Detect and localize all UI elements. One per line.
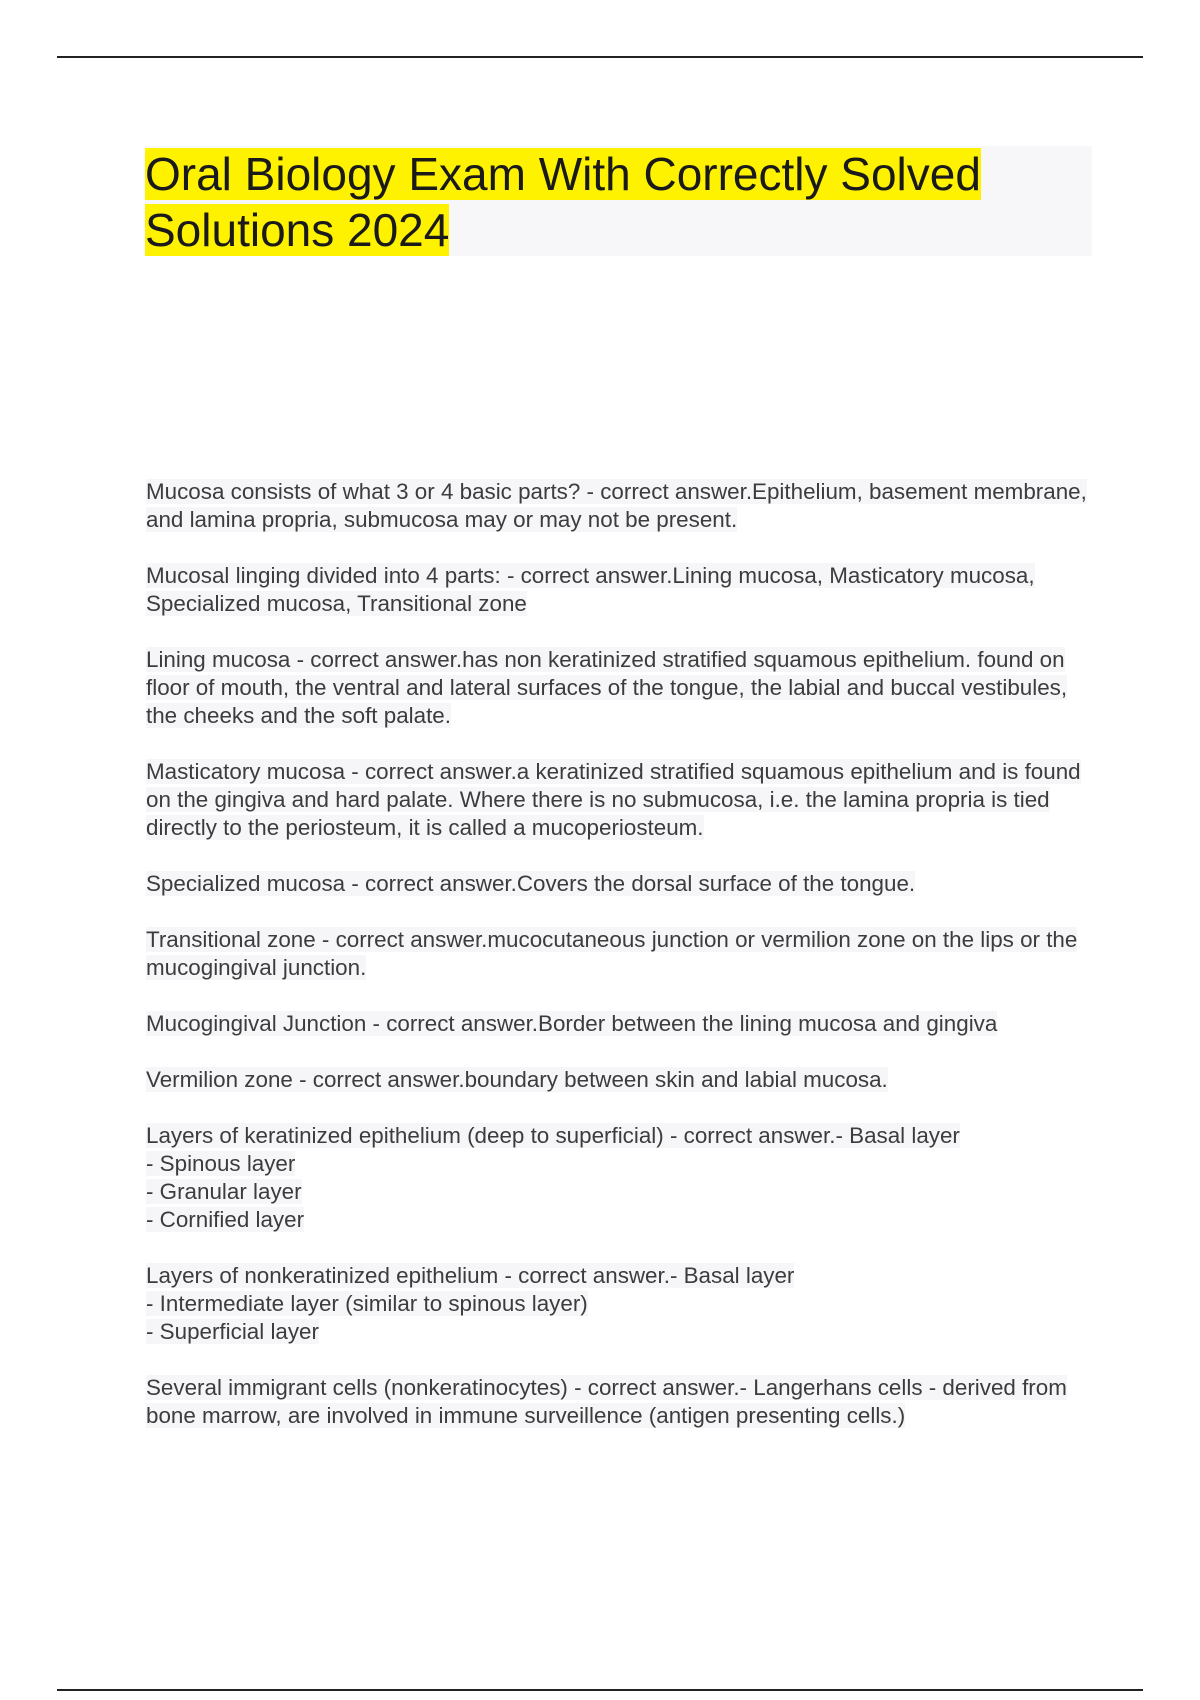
- document-title: [145, 146, 1092, 258]
- qa-item: Masticatory mucosa - correct answer.a keratinized stratified squamous epithelium and is found on the gingiva and hard palate. Where there is no submucosa, i.e. the lamina propria is tied directly to the periosteum, it is called a mucoperiosteum.: [146, 759, 1081, 840]
- title-block: [145, 146, 1092, 256]
- qa-item: Layers of keratinized epithelium (deep to superficial) - correct answer.- Basal layer - Spinous layer - Granular layer - Cornified layer: [146, 1123, 960, 1232]
- qa-item: Layers of nonkeratinized epithelium - correct answer.- Basal layer - Intermediate layer (similar to spinous layer) - Superficial layer: [146, 1263, 795, 1344]
- title-highlight: Oral Biology Exam With Correctly Solved Solutions 2024: [145, 148, 981, 256]
- bottom-rule: [57, 1689, 1143, 1691]
- qa-item: Mucosal linging divided into 4 parts: - correct answer.Lining mucosa, Masticatory mucosa, Specialized mucosa, Transitional zone: [146, 563, 1035, 616]
- qa-item: Vermilion zone - correct answer.boundary between skin and labial mucosa.: [146, 1067, 888, 1092]
- qa-item: Mucosa consists of what 3 or 4 basic parts? - correct answer.Epithelium, basement membrane, and lamina propria, submucosa may or may not be present.: [146, 479, 1087, 532]
- qa-list: [146, 478, 1096, 1458]
- qa-item: Lining mucosa - correct answer.has non keratinized stratified squamous epithelium. found on floor of mouth, the ventral and lateral surfaces of the tongue, the labial and buccal vestibules, the cheeks and the soft palate.: [146, 647, 1068, 728]
- qa-item: Transitional zone - correct answer.mucocutaneous junction or vermilion zone on the lips or the mucogingival junction.: [146, 927, 1078, 980]
- top-rule: [57, 56, 1143, 58]
- qa-item: Mucogingival Junction - correct answer.Border between the lining mucosa and gingiva: [146, 1011, 998, 1036]
- qa-item: Several immigrant cells (nonkeratinocytes) - correct answer.- Langerhans cells - derived from bone marrow, are involved in immune surveillence (antigen presenting cells.): [146, 1375, 1067, 1428]
- qa-item: Specialized mucosa - correct answer.Covers the dorsal surface of the tongue.: [146, 871, 916, 896]
